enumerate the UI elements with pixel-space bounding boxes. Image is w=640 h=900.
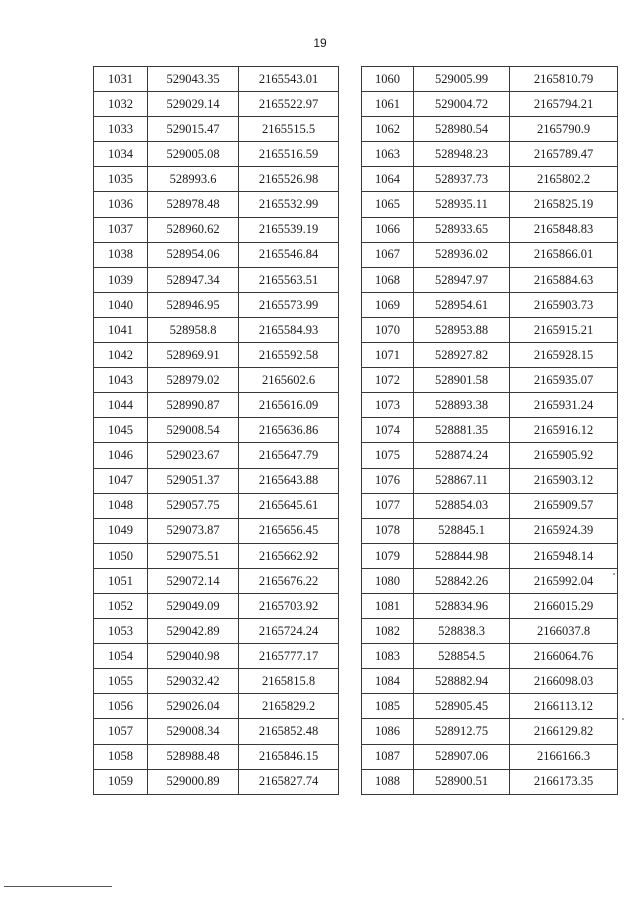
table-row [94, 418, 339, 443]
y-coordinate-cell: 2166113.12 [510, 694, 618, 719]
x-coordinate-cell: 529043.35 [148, 67, 239, 92]
point-number-cell: 1088 [362, 769, 414, 794]
y-coordinate-cell: 2165915.21 [510, 317, 618, 342]
x-coordinate-cell: 528867.11 [414, 468, 510, 493]
coordinates-table-right [361, 66, 618, 795]
y-coordinate-cell: 2165563.51 [239, 267, 339, 292]
table-row [94, 267, 339, 292]
table-row [362, 217, 618, 242]
point-number-cell: 1086 [362, 719, 414, 744]
point-number-cell: 1043 [94, 368, 148, 393]
x-coordinate-cell: 529004.72 [414, 92, 510, 117]
table-row [94, 644, 339, 669]
table-row [94, 67, 339, 92]
x-coordinate-cell: 528937.73 [414, 167, 510, 192]
table-row [362, 443, 618, 468]
x-coordinate-cell: 529008.54 [148, 418, 239, 443]
coordinates-table-left [93, 66, 339, 795]
scan-speck [613, 573, 615, 575]
point-number-cell: 1046 [94, 443, 148, 468]
x-coordinate-cell: 528954.06 [148, 242, 239, 267]
x-coordinate-cell: 528988.48 [148, 744, 239, 769]
y-coordinate-cell: 2165662.92 [239, 543, 339, 568]
table-row [94, 142, 339, 167]
table-row [362, 769, 618, 794]
point-number-cell: 1085 [362, 694, 414, 719]
point-number-cell: 1067 [362, 242, 414, 267]
x-coordinate-cell: 529075.51 [148, 543, 239, 568]
table-row [94, 593, 339, 618]
table-row [362, 719, 618, 744]
point-number-cell: 1042 [94, 343, 148, 368]
table-row [362, 493, 618, 518]
table-row [94, 217, 339, 242]
scan-speck [622, 718, 624, 720]
x-coordinate-cell: 528953.88 [414, 317, 510, 342]
point-number-cell: 1037 [94, 217, 148, 242]
point-number-cell: 1053 [94, 619, 148, 644]
y-coordinate-cell: 2165584.93 [239, 317, 339, 342]
point-number-cell: 1038 [94, 242, 148, 267]
y-coordinate-cell: 2165539.19 [239, 217, 339, 242]
x-coordinate-cell: 529008.34 [148, 719, 239, 744]
table-row [362, 192, 618, 217]
point-number-cell: 1057 [94, 719, 148, 744]
table-row [94, 368, 339, 393]
table-row [362, 568, 618, 593]
y-coordinate-cell: 2165543.01 [239, 67, 339, 92]
y-coordinate-cell: 2166166.3 [510, 744, 618, 769]
point-number-cell: 1061 [362, 92, 414, 117]
table-row [94, 568, 339, 593]
y-coordinate-cell: 2165789.47 [510, 142, 618, 167]
x-coordinate-cell: 528905.45 [414, 694, 510, 719]
table-row [362, 167, 618, 192]
x-coordinate-cell: 528842.26 [414, 568, 510, 593]
point-number-cell: 1075 [362, 443, 414, 468]
y-coordinate-cell: 2165656.45 [239, 518, 339, 543]
table-row [94, 443, 339, 468]
x-coordinate-cell: 528946.95 [148, 292, 239, 317]
x-coordinate-cell: 529000.89 [148, 769, 239, 794]
y-coordinate-cell: 2165992.04 [510, 568, 618, 593]
y-coordinate-cell: 2165724.24 [239, 619, 339, 644]
table-row [362, 92, 618, 117]
x-coordinate-cell: 528948.23 [414, 142, 510, 167]
point-number-cell: 1052 [94, 593, 148, 618]
point-number-cell: 1087 [362, 744, 414, 769]
point-number-cell: 1049 [94, 518, 148, 543]
x-coordinate-cell: 528845.1 [414, 518, 510, 543]
table-row [94, 744, 339, 769]
y-coordinate-cell: 2165703.92 [239, 593, 339, 618]
x-coordinate-cell: 528844.98 [414, 543, 510, 568]
point-number-cell: 1082 [362, 619, 414, 644]
table-row [94, 468, 339, 493]
point-number-cell: 1039 [94, 267, 148, 292]
point-number-cell: 1055 [94, 669, 148, 694]
table-row [94, 769, 339, 794]
x-coordinate-cell: 529049.09 [148, 593, 239, 618]
y-coordinate-cell: 2165924.39 [510, 518, 618, 543]
x-coordinate-cell: 528933.65 [414, 217, 510, 242]
y-coordinate-cell: 2165647.79 [239, 443, 339, 468]
table-row [362, 267, 618, 292]
y-coordinate-cell: 2165645.61 [239, 493, 339, 518]
y-coordinate-cell: 2166064.76 [510, 644, 618, 669]
point-number-cell: 1063 [362, 142, 414, 167]
x-coordinate-cell: 529005.08 [148, 142, 239, 167]
x-coordinate-cell: 528900.51 [414, 769, 510, 794]
point-number-cell: 1051 [94, 568, 148, 593]
table-row [94, 317, 339, 342]
y-coordinate-cell: 2165909.57 [510, 493, 618, 518]
table-row [94, 518, 339, 543]
table-row [362, 543, 618, 568]
y-coordinate-cell: 2165573.99 [239, 292, 339, 317]
x-coordinate-cell: 528990.87 [148, 393, 239, 418]
y-coordinate-cell: 2165643.88 [239, 468, 339, 493]
table-row [362, 368, 618, 393]
x-coordinate-cell: 529072.14 [148, 568, 239, 593]
table-row [362, 117, 618, 142]
y-coordinate-cell: 2165777.17 [239, 644, 339, 669]
table-row [362, 317, 618, 342]
x-coordinate-cell: 529023.67 [148, 443, 239, 468]
point-number-cell: 1054 [94, 644, 148, 669]
x-coordinate-cell: 528834.96 [414, 593, 510, 618]
y-coordinate-cell: 2165516.59 [239, 142, 339, 167]
point-number-cell: 1032 [94, 92, 148, 117]
x-coordinate-cell: 528954.61 [414, 292, 510, 317]
x-coordinate-cell: 528960.62 [148, 217, 239, 242]
table-row [94, 619, 339, 644]
point-number-cell: 1071 [362, 343, 414, 368]
point-number-cell: 1079 [362, 543, 414, 568]
table-row [362, 393, 618, 418]
point-number-cell: 1081 [362, 593, 414, 618]
table-row [362, 142, 618, 167]
x-coordinate-cell: 529005.99 [414, 67, 510, 92]
table-row [362, 744, 618, 769]
point-number-cell: 1083 [362, 644, 414, 669]
point-number-cell: 1068 [362, 267, 414, 292]
y-coordinate-cell: 2166129.82 [510, 719, 618, 744]
table-row [94, 493, 339, 518]
x-coordinate-cell: 528978.48 [148, 192, 239, 217]
y-coordinate-cell: 2165602.6 [239, 368, 339, 393]
x-coordinate-cell: 529073.87 [148, 518, 239, 543]
table-row [94, 192, 339, 217]
point-number-cell: 1050 [94, 543, 148, 568]
table-row [94, 117, 339, 142]
point-number-cell: 1076 [362, 468, 414, 493]
y-coordinate-cell: 2165905.92 [510, 443, 618, 468]
table-row [94, 543, 339, 568]
x-coordinate-cell: 528882.94 [414, 669, 510, 694]
x-coordinate-cell: 529057.75 [148, 493, 239, 518]
x-coordinate-cell: 528907.06 [414, 744, 510, 769]
x-coordinate-cell: 528838.3 [414, 619, 510, 644]
y-coordinate-cell: 2165848.83 [510, 217, 618, 242]
table-row [362, 694, 618, 719]
point-number-cell: 1080 [362, 568, 414, 593]
y-coordinate-cell: 2165526.98 [239, 167, 339, 192]
y-coordinate-cell: 2165916.12 [510, 418, 618, 443]
x-coordinate-cell: 528979.02 [148, 368, 239, 393]
x-coordinate-cell: 528947.34 [148, 267, 239, 292]
point-number-cell: 1059 [94, 769, 148, 794]
table-row [362, 619, 618, 644]
y-coordinate-cell: 2165852.48 [239, 719, 339, 744]
y-coordinate-cell: 2165903.12 [510, 468, 618, 493]
point-number-cell: 1047 [94, 468, 148, 493]
point-number-cell: 1074 [362, 418, 414, 443]
point-number-cell: 1070 [362, 317, 414, 342]
table-row [362, 644, 618, 669]
y-coordinate-cell: 2165522.97 [239, 92, 339, 117]
y-coordinate-cell: 2165829.2 [239, 694, 339, 719]
y-coordinate-cell: 2165866.01 [510, 242, 618, 267]
x-coordinate-cell: 529026.04 [148, 694, 239, 719]
point-number-cell: 1069 [362, 292, 414, 317]
table-row [94, 92, 339, 117]
x-coordinate-cell: 528901.58 [414, 368, 510, 393]
point-number-cell: 1060 [362, 67, 414, 92]
x-coordinate-cell: 528893.38 [414, 393, 510, 418]
point-number-cell: 1064 [362, 167, 414, 192]
y-coordinate-cell: 2166037.8 [510, 619, 618, 644]
y-coordinate-cell: 2165794.21 [510, 92, 618, 117]
x-coordinate-cell: 529029.14 [148, 92, 239, 117]
y-coordinate-cell: 2165884.63 [510, 267, 618, 292]
y-coordinate-cell: 2165676.22 [239, 568, 339, 593]
point-number-cell: 1035 [94, 167, 148, 192]
point-number-cell: 1033 [94, 117, 148, 142]
x-coordinate-cell: 528969.91 [148, 343, 239, 368]
point-number-cell: 1078 [362, 518, 414, 543]
point-number-cell: 1073 [362, 393, 414, 418]
x-coordinate-cell: 529032.42 [148, 669, 239, 694]
y-coordinate-cell: 2165532.99 [239, 192, 339, 217]
point-number-cell: 1040 [94, 292, 148, 317]
point-number-cell: 1044 [94, 393, 148, 418]
page-number: 19 [313, 36, 327, 50]
footnote-divider [4, 886, 112, 887]
table-row [362, 67, 618, 92]
y-coordinate-cell: 2165825.19 [510, 192, 618, 217]
table-row [362, 343, 618, 368]
table-row [94, 694, 339, 719]
point-number-cell: 1048 [94, 493, 148, 518]
x-coordinate-cell: 528912.75 [414, 719, 510, 744]
y-coordinate-cell: 2166098.03 [510, 669, 618, 694]
point-number-cell: 1062 [362, 117, 414, 142]
x-coordinate-cell: 528881.35 [414, 418, 510, 443]
point-number-cell: 1031 [94, 67, 148, 92]
y-coordinate-cell: 2166015.29 [510, 593, 618, 618]
table-row [94, 393, 339, 418]
x-coordinate-cell: 529015.47 [148, 117, 239, 142]
y-coordinate-cell: 2165810.79 [510, 67, 618, 92]
y-coordinate-cell: 2165931.24 [510, 393, 618, 418]
x-coordinate-cell: 529051.37 [148, 468, 239, 493]
x-coordinate-cell: 528874.24 [414, 443, 510, 468]
y-coordinate-cell: 2165616.09 [239, 393, 339, 418]
y-coordinate-cell: 2165790.9 [510, 117, 618, 142]
y-coordinate-cell: 2165846.15 [239, 744, 339, 769]
table-row [94, 343, 339, 368]
table-row [94, 242, 339, 267]
y-coordinate-cell: 2165903.73 [510, 292, 618, 317]
table-row [362, 418, 618, 443]
x-coordinate-cell: 528854.03 [414, 493, 510, 518]
y-coordinate-cell: 2165592.58 [239, 343, 339, 368]
y-coordinate-cell: 2165815.8 [239, 669, 339, 694]
point-number-cell: 1066 [362, 217, 414, 242]
x-coordinate-cell: 528980.54 [414, 117, 510, 142]
y-coordinate-cell: 2165928.15 [510, 343, 618, 368]
point-number-cell: 1084 [362, 669, 414, 694]
y-coordinate-cell: 2165948.14 [510, 543, 618, 568]
point-number-cell: 1065 [362, 192, 414, 217]
x-coordinate-cell: 529042.89 [148, 619, 239, 644]
table-row [362, 669, 618, 694]
table-row [362, 468, 618, 493]
x-coordinate-cell: 528936.02 [414, 242, 510, 267]
point-number-cell: 1034 [94, 142, 148, 167]
y-coordinate-cell: 2165802.2 [510, 167, 618, 192]
x-coordinate-cell: 528993.6 [148, 167, 239, 192]
y-coordinate-cell: 2165636.86 [239, 418, 339, 443]
y-coordinate-cell: 2165546.84 [239, 242, 339, 267]
table-row [362, 242, 618, 267]
x-coordinate-cell: 528958.8 [148, 317, 239, 342]
y-coordinate-cell: 2165935.07 [510, 368, 618, 393]
point-number-cell: 1072 [362, 368, 414, 393]
table-row [362, 292, 618, 317]
x-coordinate-cell: 528927.82 [414, 343, 510, 368]
point-number-cell: 1056 [94, 694, 148, 719]
table-row [362, 593, 618, 618]
y-coordinate-cell: 2165515.5 [239, 117, 339, 142]
table-row [94, 167, 339, 192]
table-row [94, 292, 339, 317]
point-number-cell: 1077 [362, 493, 414, 518]
table-row [362, 518, 618, 543]
x-coordinate-cell: 528947.97 [414, 267, 510, 292]
x-coordinate-cell: 529040.98 [148, 644, 239, 669]
point-number-cell: 1045 [94, 418, 148, 443]
x-coordinate-cell: 528854.5 [414, 644, 510, 669]
point-number-cell: 1041 [94, 317, 148, 342]
table-row [94, 719, 339, 744]
x-coordinate-cell: 528935.11 [414, 192, 510, 217]
point-number-cell: 1036 [94, 192, 148, 217]
y-coordinate-cell: 2165827.74 [239, 769, 339, 794]
y-coordinate-cell: 2166173.35 [510, 769, 618, 794]
table-row [94, 669, 339, 694]
point-number-cell: 1058 [94, 744, 148, 769]
